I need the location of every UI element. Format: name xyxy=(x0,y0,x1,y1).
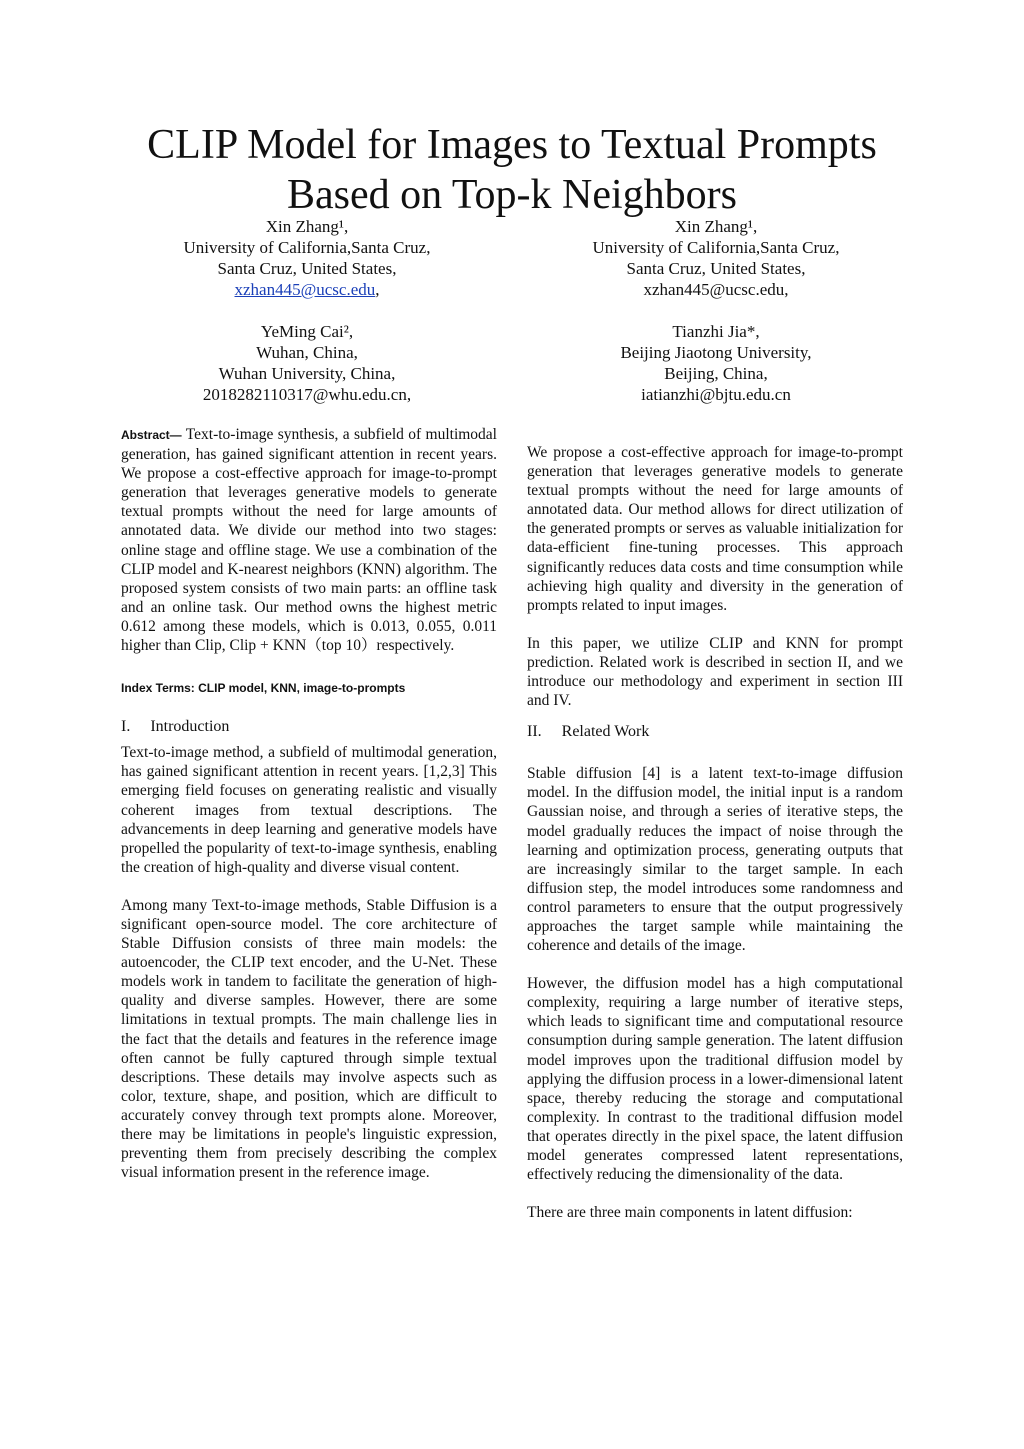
author-affiliation: Wuhan, China, xyxy=(256,343,358,362)
title-line-2: Based on Top-k Neighbors xyxy=(286,172,738,218)
author-email-link[interactable]: xzhan445@ucsc.edu xyxy=(234,280,376,299)
author-affiliation: University of California,Santa Cruz, xyxy=(183,238,431,257)
intro-paragraph-1: Text-to-image method, a subfield of multimodal generation, has gained significant attention in recent years. [1,2,3] This emerging field focuses on generating realistic and visually coherent images from textual descriptions. The advancements in deep learning and generative models have propelled the popularity of text-to-image synthesis, enabling the creation of high-quality and diverse visual content. xyxy=(121,744,497,876)
body-paragraph: In this paper, we utilize CLIP and KNN for prompt prediction. Related work is described in section II, and we introduce our methodology and experiment in section III and IV. xyxy=(527,634,903,710)
related-paragraph-2: However, the diffusion model has a high computational complexity, requiring a large number of iterative steps, which leads to significant time and computational resource consumption during sample generation. The latent diffusion model improves upon the traditional diffusion model by applying the diffusion process in a lower-dimensional latent space, thereby reducing the storage and computational complexity. In contrast to the traditional diffusion model that operates directly in the pixel space, the latent diffusion model generates compressed latent representations, effectively reducing the dimensionality of the data. xyxy=(527,975,903,1184)
author-block-left xyxy=(107,216,507,405)
section-heading-introduction xyxy=(121,717,497,737)
author-email-line xyxy=(107,279,507,300)
left-column xyxy=(121,425,497,1182)
author-email: iatianzhi@bjtu.edu.cn xyxy=(641,385,791,404)
paper-title xyxy=(0,120,1024,220)
abstract-label: Abstract— xyxy=(121,428,182,442)
section-title: Introduction xyxy=(150,718,230,736)
section-number: I. xyxy=(121,718,131,736)
right-column xyxy=(527,443,903,1222)
author-name: Xin Zhang¹, xyxy=(674,217,758,236)
author-name: YeMing Cai², xyxy=(260,322,354,341)
title-line-1: CLIP Model for Images to Textual Prompts xyxy=(147,122,877,168)
intro-paragraph-2: Among many Text-to-image methods, Stable Diffusion is a significant open-source model. The core architecture of Stable Diffusion consists of three main models: the autoencoder, the CLIP text encoder, and the U-Net. These models work in tandem to facilitate the generation of high-quality and diverse samples. However, there are some limitations in textual prompts. The main challenge lies in the fact that the details and features in the reference image often cannot be fully captured through simple textual descriptions. These details may involve aspects such as color, texture, shape, and position, which are difficult to accurately convey through text prompts alone. Moreover, there may be limitations in people's linguistic expression, preventing them from precisely describing the complex visual information present in the reference image. xyxy=(121,896,497,1182)
author-name: Xin Zhang¹, xyxy=(265,217,349,236)
body-paragraph: We propose a cost-effective approach for image-to-prompt generation that leverages generative models to generate textual prompts without the need for large amounts of annotated data. Our method allows for direct utilization of the generated prompts or serves as valuable initialization for data-efficient fine-tuning processes. This approach significantly reduces data costs and time consumption while achieving high quality and diversity in the generation of prompts related to input images. xyxy=(527,444,903,614)
abstract xyxy=(121,425,497,655)
related-paragraph-1: Stable diffusion [4] is a latent text-to-image diffusion model. In the diffusion model, the initial input is a random Gaussian noise, and through a series of iterative steps, the model gradually reduces the impact of noise through the learning and optimization process, generating outputs that are increasingly similar to the target sample. In each diffusion step, the model introduces some randomness and control parameters to ensure that the output progressively approaches the target sample while maintaining the coherence and details of the image. xyxy=(527,765,903,955)
section-number: II. xyxy=(527,723,542,741)
abstract-text: Text-to-image synthesis, a subfield of multimodal generation, has gained significant attention in recent years. We propose a cost-effective approach for image-to-prompt generation that leverages generative models to generate textual prompts without the need for large amounts of annotated data. We divide our method into two stages: online stage and offline stage. We use a combination of the CLIP model and K-nearest neighbors (KNN) algorithm. The proposed system consists of two main parts: an offline task and an online task. Our method owns the highest metric 0.612 among these models, which is 0.013, 0.055, 0.011 higher than Clip, Clip + KNN（top 10）respectively. xyxy=(121,426,497,655)
author-name: Tianzhi Jia*, xyxy=(672,322,760,341)
index-terms: Index Terms: CLIP model, KNN, image-to-prompts xyxy=(121,681,406,696)
section-heading-related-work xyxy=(527,722,903,742)
section-title: Related Work xyxy=(561,723,650,741)
author-location: Beijing, China, xyxy=(664,364,768,383)
author-location: Wuhan University, China, xyxy=(218,364,396,383)
author-email: xzhan445@ucsc.edu, xyxy=(643,280,789,299)
author-location: Santa Cruz, United States, xyxy=(626,259,806,278)
author-email: 2018282110317@whu.edu.cn, xyxy=(202,385,412,404)
email-suffix: , xyxy=(375,280,380,299)
related-paragraph-3: There are three main components in latent diffusion: xyxy=(527,1204,853,1222)
author-location: Santa Cruz, United States, xyxy=(217,259,397,278)
author-block-right xyxy=(516,216,916,405)
author-affiliation: Beijing Jiaotong University, xyxy=(620,343,812,362)
author-affiliation: University of California,Santa Cruz, xyxy=(592,238,840,257)
